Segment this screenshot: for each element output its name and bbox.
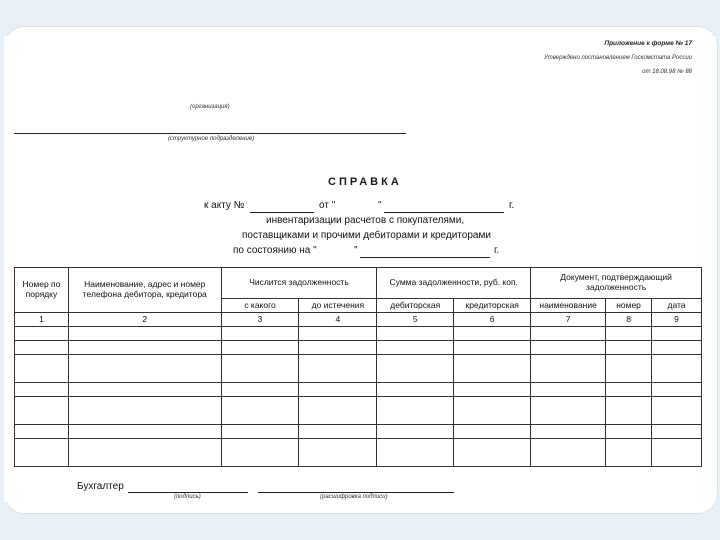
table-cell[interactable] — [68, 355, 221, 383]
table-cell[interactable] — [377, 383, 454, 397]
table-cell[interactable] — [68, 439, 221, 467]
table-cell[interactable] — [68, 327, 221, 341]
table-cell[interactable] — [652, 327, 702, 341]
table-cell[interactable] — [531, 327, 606, 341]
as-of-year-suffix: г. — [494, 245, 500, 256]
accountant-label: Бухгалтер — [77, 481, 124, 492]
table-cell[interactable] — [221, 355, 299, 383]
organization-caption: (организация) — [190, 104, 230, 110]
table-cell[interactable] — [454, 425, 531, 439]
act-number-label: к акту № — [204, 200, 245, 211]
debt-group-header: Числится задолженность — [221, 268, 377, 299]
table-cell[interactable] — [299, 327, 377, 341]
as-of-quote: " — [354, 245, 358, 256]
column-number-row — [15, 313, 702, 327]
form-approval-date: от 18.08.98 № 88 — [642, 69, 692, 75]
table-row — [15, 383, 702, 397]
column-number: 7 — [531, 313, 606, 327]
debt-since-header: с какого — [221, 299, 299, 313]
table-cell[interactable] — [652, 425, 702, 439]
as-of-date-blank — [360, 257, 490, 258]
doc-date-header: дата — [652, 299, 702, 313]
table-cell[interactable] — [15, 439, 69, 467]
table-cell[interactable] — [299, 397, 377, 425]
table-cell[interactable] — [221, 397, 299, 425]
table-cell[interactable] — [15, 397, 69, 425]
table-cell[interactable] — [606, 341, 652, 355]
table-cell[interactable] — [377, 425, 454, 439]
signature-decode-caption: (расшифровка подписи) — [320, 494, 388, 500]
table-cell[interactable] — [652, 341, 702, 355]
table-row — [15, 425, 702, 439]
table-cell[interactable] — [606, 439, 652, 467]
doc-name-header: наименование — [531, 299, 606, 313]
department-line — [14, 133, 406, 134]
table-row — [15, 355, 702, 383]
table-cell[interactable] — [377, 327, 454, 341]
table-cell[interactable] — [15, 425, 69, 439]
table-cell[interactable] — [15, 341, 69, 355]
table-cell[interactable] — [606, 327, 652, 341]
table-row — [15, 341, 702, 355]
table-cell[interactable] — [454, 397, 531, 425]
table-cell[interactable] — [221, 327, 299, 341]
table-cell[interactable] — [606, 355, 652, 383]
table-cell[interactable] — [221, 425, 299, 439]
table-cell[interactable] — [377, 397, 454, 425]
department-caption: (структурное подразделение) — [168, 136, 255, 142]
column-number: 3 — [221, 313, 299, 327]
as-of-label: по состоянию на " — [233, 245, 317, 256]
table-cell[interactable] — [299, 341, 377, 355]
act-year-suffix: г. — [509, 200, 515, 211]
table-cell[interactable] — [531, 439, 606, 467]
column-number: 5 — [377, 313, 454, 327]
table-cell[interactable] — [531, 425, 606, 439]
column-number: 8 — [606, 313, 652, 327]
table-cell[interactable] — [606, 397, 652, 425]
table-cell[interactable] — [299, 355, 377, 383]
table-cell[interactable] — [377, 439, 454, 467]
document-title: СПРАВКА — [328, 176, 402, 188]
signature-decode-line[interactable] — [258, 492, 454, 493]
signature-line[interactable] — [128, 492, 248, 493]
sum-group-header: Сумма задолженности, руб. коп. — [377, 268, 531, 299]
table-cell[interactable] — [15, 355, 69, 383]
act-number-blank — [250, 212, 314, 213]
table-cell[interactable] — [454, 383, 531, 397]
table-cell[interactable] — [221, 341, 299, 355]
table-cell[interactable] — [652, 355, 702, 383]
table-cell[interactable] — [652, 439, 702, 467]
table-cell[interactable] — [454, 355, 531, 383]
table-cell[interactable] — [606, 383, 652, 397]
column-number: 1 — [15, 313, 69, 327]
column-number: 6 — [454, 313, 531, 327]
sum-debit-header: дебиторская — [377, 299, 454, 313]
table-row — [15, 327, 702, 341]
table-cell[interactable] — [531, 397, 606, 425]
table-cell[interactable] — [377, 341, 454, 355]
column-number: 9 — [652, 313, 702, 327]
subtitle-line-3: поставщиками и прочими дебиторами и кредиторами — [242, 230, 491, 241]
doc-number-header: номер — [606, 299, 652, 313]
act-date-blank — [384, 212, 504, 213]
table-cell[interactable] — [606, 425, 652, 439]
table-cell[interactable] — [299, 439, 377, 467]
act-date-quote: " — [378, 200, 382, 211]
sum-credit-header: кредиторская — [454, 299, 531, 313]
table-cell[interactable] — [68, 383, 221, 397]
debt-term-header: до истечения — [299, 299, 377, 313]
column-number: 2 — [68, 313, 221, 327]
col-number-header: Номер по порядку — [15, 268, 69, 313]
signature-caption: (подпись) — [174, 494, 201, 500]
form-annex-line: Приложение к форме № 17 — [604, 40, 692, 47]
table-cell[interactable] — [454, 439, 531, 467]
table-cell[interactable] — [15, 327, 69, 341]
table-cell[interactable] — [652, 397, 702, 425]
subtitle-line-2: инвентаризации расчетов с покупателями, — [266, 215, 465, 226]
column-number: 4 — [299, 313, 377, 327]
table-cell[interactable] — [68, 425, 221, 439]
table-row — [15, 439, 702, 467]
table-cell[interactable] — [68, 397, 221, 425]
act-date-label: от " — [319, 200, 336, 211]
table-cell[interactable] — [531, 355, 606, 383]
table-cell[interactable] — [15, 383, 69, 397]
table-cell[interactable] — [299, 383, 377, 397]
table-row — [15, 397, 702, 425]
table-cell[interactable] — [68, 341, 221, 355]
debt-table — [14, 267, 702, 467]
table-header-row — [15, 268, 702, 299]
col-name-header: Наименование, адрес и номер телефона дебитора, кредитора — [68, 268, 221, 313]
form-approval-line: Утверждено постановлением Госкомстата России — [543, 55, 692, 61]
table-cell[interactable] — [531, 383, 606, 397]
table-cell[interactable] — [221, 383, 299, 397]
table-cell[interactable] — [377, 355, 454, 383]
table-cell[interactable] — [652, 383, 702, 397]
table-cell[interactable] — [299, 425, 377, 439]
table-cell[interactable] — [454, 327, 531, 341]
table-cell[interactable] — [531, 341, 606, 355]
document-group-header: Документ, подтверждающий задолженность — [531, 268, 702, 299]
table-cell[interactable] — [454, 341, 531, 355]
table-cell[interactable] — [221, 439, 299, 467]
